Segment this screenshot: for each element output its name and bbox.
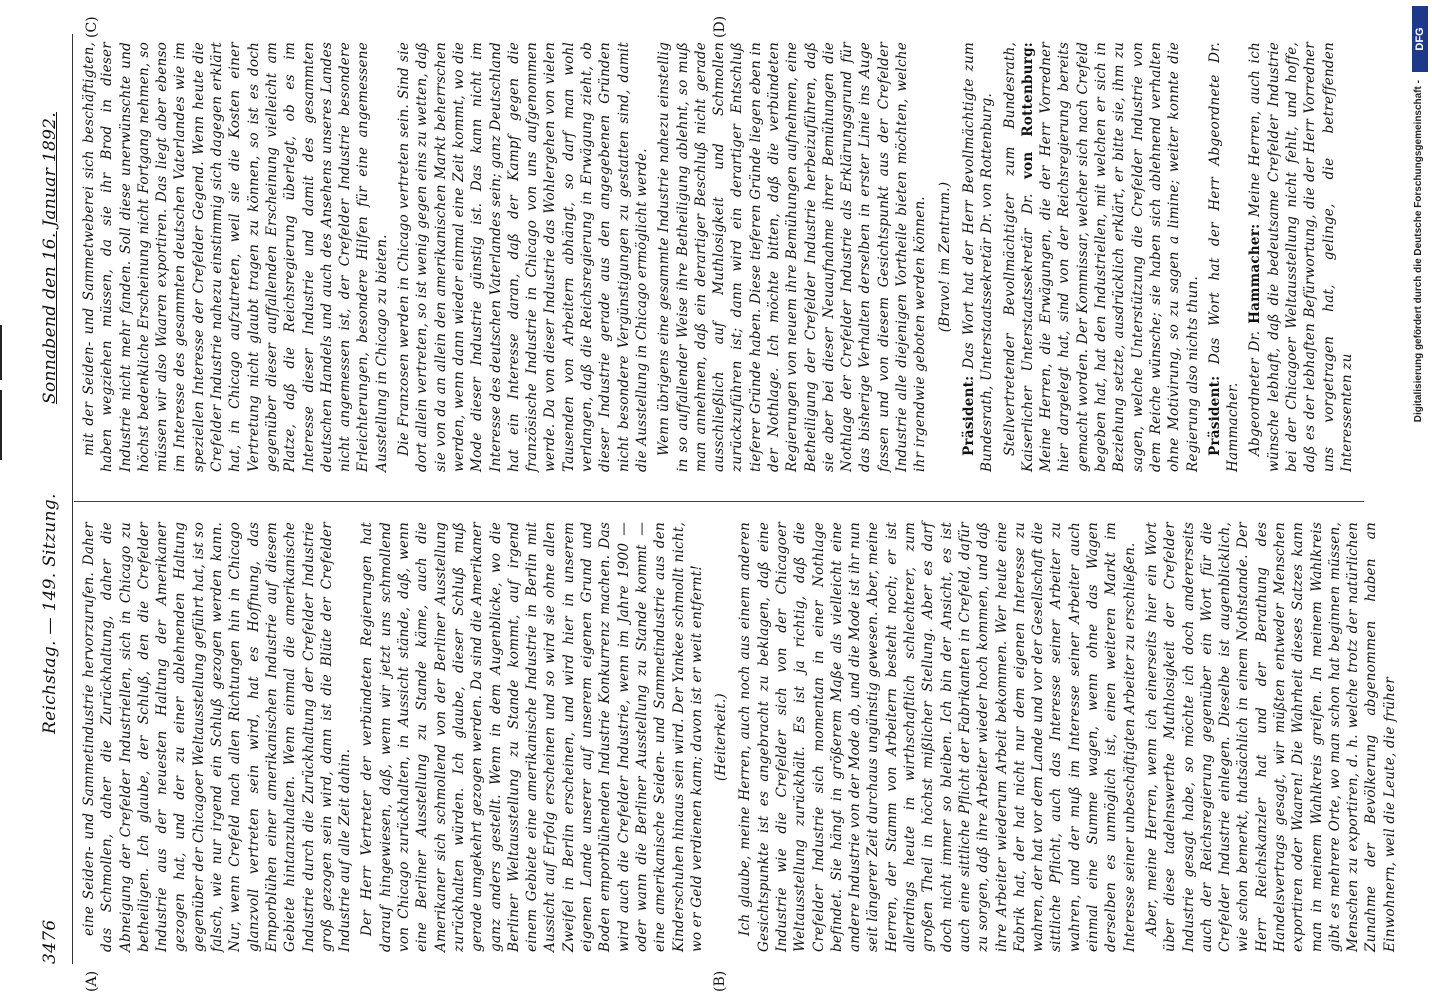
speaker-label: Präsident: [960,375,977,456]
speaker-name: Hammacher: [1247,223,1264,324]
speaker-label: Präsident: [1206,375,1223,456]
dfg-logo: DFG [1412,6,1428,72]
page-number: 3476 [40,919,60,964]
paragraph: Ich glaube, meine Herren, auch noch aus einem anderen Gesichtspunkte ist es angebracht zu beklagen, daß eine Industrie wie die Crefelder sich von der Chicagoer Weltausstellung zurückhält. Es ist ja richtig, daß die Crefelder Industrie sich momentan in einer Nothlage befindet. Sie hängt in größerem Maße als vielleicht eine andere Industrie von der Mode ab, und die Mode ist ihr nun seit längerer Zeit durchaus ungünstig gewesen. Aber, meine Herren, der Stamm von Arbeitern besteht noch; er ist allerdings heute in wirthschaftlich schlechterer, zum großen Theil in höchst mißlicher Stellung. Aber es darf doch nicht immer so bleiben. Ich bin der Ansicht, es ist auch eine sittliche Pflicht der Fabrikanten in Crefeld, dafür zu sorgen, daß ihre Arbeiter wieder hoch kommen, und daß ihre Arbeiter wiederum Arbeit bekommen. Wer heute eine Fabrik hat, der hat nicht nur dem eigenen Interesse zu wahren, der hat vor dem Lande und vor der Gesellschaft die sittliche Pflicht, auch das Interesse seiner Arbeiter zu wahren, und der muß im Interesse seiner Arbeiter auch einmal eine Summe wagen, wenn ohne das Wagen derselben es unmöglich ist, einen weiteren Markt im Interesse seiner unbeschäftigten Arbeiter zu erschließen. [737,522,1138,952]
speaker-paragraph [1246,42,1356,472]
paragraph: mit der Seiden- und Sammetweberei sich beschäftigten, haben wegziehen müssen, da sie ihr Brod in dieser Industrie nicht mehr fanden. Soll diese unerwünschte und höchst bedenkliche Erscheinung nicht Fortgang nehmen, so müssen wir also Waaren exportiren. Das liegt aber ebenso im Interesse des gesammten deutschen Vaterlandes wie im speziellen Interesse der Crefelder Gegend. Wenn heute die Crefelder Industrie nahezu einstimmig sich dagegen erklärt hat, in Chicago aufzutreten, weil sie die Kosten einer Vertretung nicht glaubt tragen zu können, so ist es doch gegenüber dieser auffallenden Erscheinung vielleicht am Platze, daß die Reichsregierung überlegt, ob es im Interesse dieser Industrie und damit des gesammten deutschen Handels und auch des Ansehens unseres Landes nicht angemessen ist, der Crefelder Industrie besondere Erleichterungen, besondere Hilfen für eine angemessene Ausstellung in Chicago zu bieten. [81,42,390,472]
column-divider [74,501,1364,502]
speech-text: Meine Herren, auch ich wünsche lebhaft, daß die bedeutsame Crefelder Industrie bei der Chicagoer Weltausstellung nicht fehlt, und hoffe, daß es der lebhaften Befürwortung, die der Herr Vorredner uns vorgetragen hat, gelinge, die betreffenden Interessenten zu [1247,42,1355,472]
speaker-name: von Rottenburg: [1019,42,1036,179]
speaker-paragraph [1206,42,1243,472]
paragraph: Die Franzosen werden in Chicago vertreten sein. Sind sie dort allein vertreten, so ist wenig gegen eins zu wetten, daß sie von da an allein den amerikanischen Markt beherrschen werden, wenn dann wieder einmal eine Zeit kommt, wo die Mode dieser Industrie günstig ist. Das kann nicht im Interesse des deutschen Vaterlandes sein; ganz Deutschland hat ein Interesse daran, daß der Kampf gegen die französische Industrie in Chicago von uns aufgenommen werde. Da von dieser Industrie das Wohlergehen von vielen Tausenden von Arbeitern abhängt, so darf man wohl verlangen, daß die Reichsregierung in Erwägung zieht, ob dieser Industrie gerade aus den angegebenen Gründen nicht besondere Vergünstigungen zu gestatten sind, damit die Ausstellung in Chicago ermöglicht werde. [396,42,650,472]
margin-mark-d: (D) [712,15,728,38]
margin-mark-c: (C) [84,16,100,38]
session-title: Reichstag. — 149. Sitzung. [40,493,60,734]
paragraph: Der Herr Vertreter der verbündeten Regierungen hat darauf hingewiesen, daß, wenn wir jetzt uns schmollend von Chicago zurückhalten, in Aussicht stände, daß, wenn eine Berliner Ausstellung zu Stande käme, auch die Amerikaner sich schmollend von der Berliner Ausstellung zurückhalten würden. Ich glaube, dieser Schluß muß gerade umgekehrt gezogen werden. Da sind die Amerikaner ganz anders gestellt. Wenn in dem Augenblicke, wo die Berliner Weltausstellung zu Stande kommt, auf irgend einem Gebiete eine amerikanische Industrie in Berlin mit Aussicht auf Erfolg erscheinen und so wird sie ohne allen Zweifel in Berlin erscheinen, und wird hier in unserem eigenen Lande unserer auf unserem eigenen Grund und Boden emporblühenden Industrie Konkurrenz machen. Das wird auch die Crefelder Industrie, wenn im Jahre 1900 — oder wann die Berliner Ausstellung zu Stande kommt — eine amerikanische Seiden- und Sammetindustrie aus den Kinderschuhen hinaus sein wird. Der Yankee schmollt nicht, wo er Geld verdienen kann; davon ist er weit entfernt! [359,522,705,952]
speaker-intro: Abgeordneter Dr. [1247,330,1264,456]
speaker-intro: Stellvertretender Bevollmächtigter zum Bundesrath, Kaiserlicher Unterstaatssekretär Dr. [1001,42,1036,472]
speech-text: Das Wort hat der Herr Abgeordnete Dr. Hammacher. [1206,42,1242,472]
header-rule [72,34,73,964]
paragraph: Aber, meine Herren, wenn ich einerseits hier ein Wort über diese tadelnswerthe Muthlosigkeit der Crefelder Industrie gesagt habe, so möchte ich doch andererseits auch der Reichsregierung gegenüber ein Wort für die Crefelder Industrie einlegen. Dieselbe ist augenblicklich, wie schon bemerkt, thatsächlich in einem Nothstande. Der Herr Reichskanzler hat und der Berathung des Handelsvertrags gesagt, wir müßten entweder Menschen exportiren oder Waaren! Die Wahrheit dieses Satzes kann man in meinem Wahlkreis greifen. In meinem Wahlkreis gibt es mehrere Orte, wo man schon hat beginnen müssen, Menschen zu exportiren, d. h. welche trotz der natürlichen Zunahme der Bevölkerung abgenommen haben an Einwohnern, weil die Leute, die früher [1143,522,1398,952]
paragraph: eine Seiden- und Sammetindustrie hervorzurufen. Daher das Schmollen, daher die Zurückhaltung, daher die Abneigung der Crefelder Industriellen, sich in Chicago zu betheiligen. Ich glaube, der Schluß, den die Crefelder Industrie aus der neuesten Haltung der Amerikaner gezogen hat, und der zu einer ablehnenden Haltung gegenüber der Chicagoer Weltausstellung geführt hat, ist so falsch, wie nur irgend ein Schluß gezogen werden kann. Nur, wenn Crefeld nach allen Richtungen hin in Chicago glanzvoll vertreten sein wird, hat es Hoffnung, das Emporblühen einer amerikanischen Industrie auf diesem Gebiete hintanzuhalten. Wenn einmal die amerikanische Industrie durch die Zurückhaltung der Crefelder Industrie groß gezogen sein wird, dann ist die Blüte der Crefelder Industrie auf alle Zeit dahin. [81,522,354,952]
speaker-paragraph [960,42,997,472]
dfg-footer [1408,0,1432,1000]
top-rule-mark [0,325,2,380]
right-column [80,42,1360,472]
dfg-credit-text: Digitalisierung gefördert durch die Deutsche Forschungsgemeinschaft - [1413,80,1424,423]
speech-text: Meine Herren, die Erwägungen, die der Herr Vorredner hier dargelegt hat, sind von der Reichsregierung bereits gemacht worden. Der Kommissar, welcher sich nach Crefeld begeben hat, hat den Industriellen, mit welchen er sich in Beziehung setzte, ausdrücklich erklärt, er bitte sie, ihm zu sagen, welche Unterstützung die Crefelder Industrie von dem Reiche wünsche; sie haben sich ablehnend verhalten ohne Motivirung, so zu sagen a limine; weiter konnte die Regierung also nichts thun. [1038,42,1201,472]
session-date: Sonnabend den 16. Januar 1892. [40,111,60,404]
margin-mark-b: (B) [712,970,728,992]
margin-mark-a: (A) [84,970,100,992]
interjection: (Heiterkeit.) [713,693,730,781]
interjection: (Bravo! im Zentrum.) [936,181,953,333]
top-rule-mark [0,390,2,460]
page-header [34,34,68,964]
paragraph: Wenn übrigens eine gesammte Industrie nahezu einstellig in so auffallender Weise ihre Betheiligung ablehnt, so muß man annehmen, daß ein derartiger Beschluß nicht gerade ausschließlich auf Muthlosigkeit und Schmollen zurückzuführen ist; dann wird ein derartiger Entschluß tieferer Gründe haben. Diese tieferen Gründe liegen eben in der Nothlage. Ich möchte bitten, daß die verbündeten Regierungen von neuem ihre Bemühungen aufnehmen, eine Betheiligung der Crefelder Industrie herbeizuführen, daß sie aber bei dieser Neuaufnahme ihrer Bemühungen die Nothlage der Crefelder Industrie als Erklärungsgrund für das bisherige Verhalten derselben in erster Linie ins Auge fassen und von diesem Gesichtspunkt aus der Crefelder Industrie alle diejenigen Vortheile bieten möchten, welche ihr irgendwie geboten werden können. [656,42,929,472]
speech-text: Das Wort hat der Herr Bevollmächtigte zum Bundesrath, Unterstaatssekretär Dr. von Rottenburg. [960,42,996,472]
speaker-paragraph [1001,42,1202,472]
left-column [80,522,1403,952]
